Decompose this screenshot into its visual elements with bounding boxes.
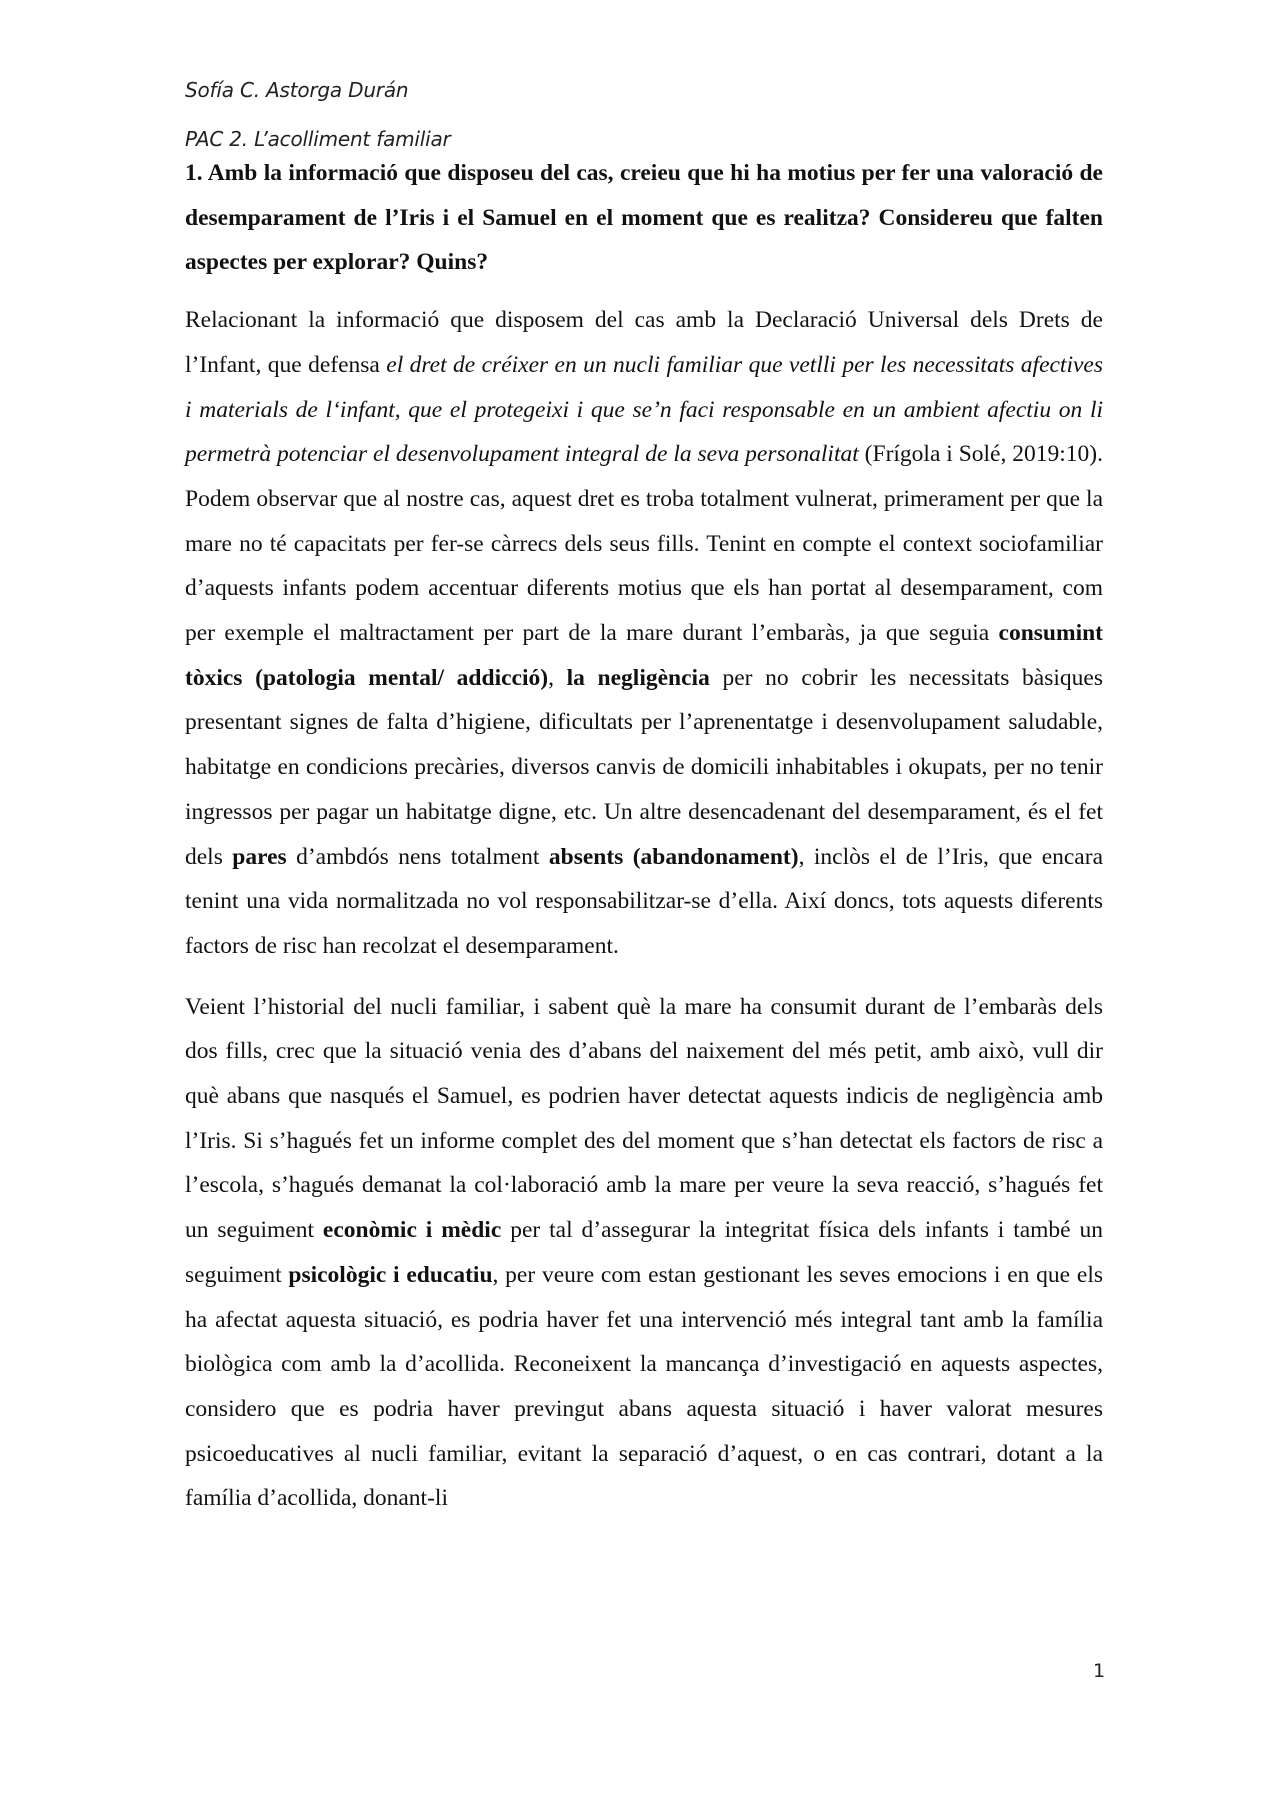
document-body — [185, 151, 1103, 1537]
paragraph-1 — [185, 298, 1103, 969]
quote-italic: el dret de créixer en un nucli familiar que vetlli per les necessitats afectives i materials de l‘infant, que el protegeixi i que se’n faci responsable en un ambient afectiu on li permetrà potenciar el desenvolupament integral de la seva personalitat — [185, 351, 1103, 468]
text-span: (Frígola i Solé, 2019:10). Podem observar que al nostre cas, aquest dret es troba totalment vulnerat, primerament per que la mare no té capacitats per fer-se càrrecs dels seus fills. Tenint en compte el context sociofamiliar d’aquests infants podem accentuar diferents motius que els han portat al desemparament, com per exemple el maltractament per part de la mare durant l’embaràs, ja que seguia — [185, 441, 1103, 647]
emphasis-bold: absents (abandonament) — [548, 843, 799, 870]
question-heading: 1. Amb la informació que disposeu del cas, creieu que hi ha motius per fer una valoració de desemparament de l’Iris i el Samuel en el moment que es realitza? Considereu que falten aspectes per explorar? Quins? — [185, 160, 1103, 276]
header-author: Sofía C. Astorga Durán — [185, 78, 409, 102]
emphasis-bold: pares — [232, 843, 287, 870]
text-span: Relacionant la informació que disposem del cas amb la Declaració Universal dels Drets de l’Infant, que defensa — [185, 307, 1103, 378]
emphasis-bold: la negligència — [566, 664, 710, 691]
emphasis-bold: econòmic i mèdic — [322, 1217, 502, 1244]
header-title: PAC 2. L’acolliment familiar — [185, 127, 451, 151]
text-span: Veient l’historial del nucli familiar, i sabent què la mare ha consumit durant de l’embaràs dels dos fills, crec que la situació venia des d’abans del naixement del més petit, amb això, vull dir què abans que nasqués el Samuel, es podrien haver detectat aquests indicis de negligència amb l’Iris. Si s’hagués fet un informe complet des del moment que s’han detectat els factors de risc a l’escola, s’hagués demanat la col·laboració amb la mare per veure la seva reacció, s’hagués fet un seguiment — [185, 993, 1103, 1244]
text-span: d’ambdós nens totalment — [286, 843, 549, 870]
paragraph-2 — [185, 985, 1103, 1521]
text-span: , — [548, 664, 567, 691]
page-number: 1 — [1093, 1660, 1106, 1682]
emphasis-bold: consumint tòxics (patologia mental/ addicció) — [185, 620, 1103, 691]
text-span: , per veure com estan gestionant les seves emocions i en que els ha afectat aquesta situació, es podria haver fet una intervenció més integral tant amb la família biològica com amb la d’acollida. Reconeixent la mancança d’investigació en aquests aspectes, considero que es podria haver previngut abans aquesta situació i haver valorat mesures psicoeducatives al nucli familiar, evitant la separació d’aquest, o en cas contrari, dotant a la família d’acollida, donant-li — [185, 1261, 1103, 1512]
text-span: , inclòs el de l’Iris, que encara tenint una vida normalitzada no vol responsabilitzar-se d’ella. Així doncs, tots aquests diferents factors de risc han recolzat el desemparament. — [185, 843, 1103, 959]
emphasis-bold: psicològic i educatiu — [288, 1261, 493, 1288]
text-span: per no cobrir les necessitats bàsiques presentant signes de falta d’higiene, dificultats per l’aprenentatge i desenvolupament saludable, habitatge en condicions precàries, diversos canvis de domicili inhabitables i okupats, per no tenir ingressos per pagar un habitatge digne, etc. Un altre desencadenant del desemparament, és el fet dels — [185, 664, 1103, 870]
text-span: per tal d’assegurar la integritat física dels infants i també un seguiment — [185, 1217, 1104, 1288]
